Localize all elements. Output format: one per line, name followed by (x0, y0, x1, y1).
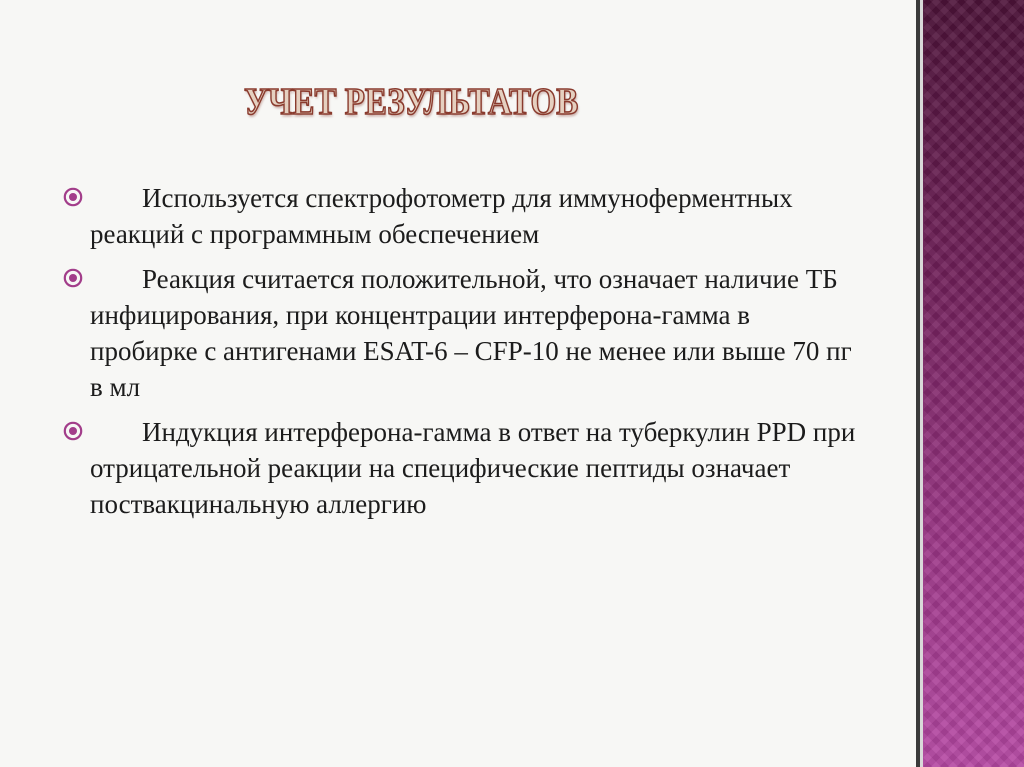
target-circle-icon (63, 187, 83, 207)
bullet-item (60, 180, 860, 252)
decorative-side-panel (916, 0, 1024, 767)
bullet-text: Реакция считается положительной, что означает наличие ТБ инфицирования, при концентрации интерферона-гамма в пробирке с антигенами ESAT-6 – CFP-10 не менее или выше 70 пг в мл (90, 264, 852, 402)
bullet-item (60, 261, 860, 405)
target-circle-icon (63, 268, 83, 288)
bullet-list (60, 180, 860, 531)
slide-title: УЧЕТ РЕЗУЛЬТАТОВ (244, 82, 579, 124)
bullet-item (60, 414, 860, 522)
bullet-text: Используется спектрофотометр для иммуноферментных реакций с программным обеспечением (90, 183, 793, 249)
bullet-text: Индукция интерферона-гамма в ответ на туберкулин PPD при отрицательной реакции на специфические пептиды означает поствакцинальную аллергию (90, 417, 856, 519)
target-circle-icon (63, 421, 83, 441)
